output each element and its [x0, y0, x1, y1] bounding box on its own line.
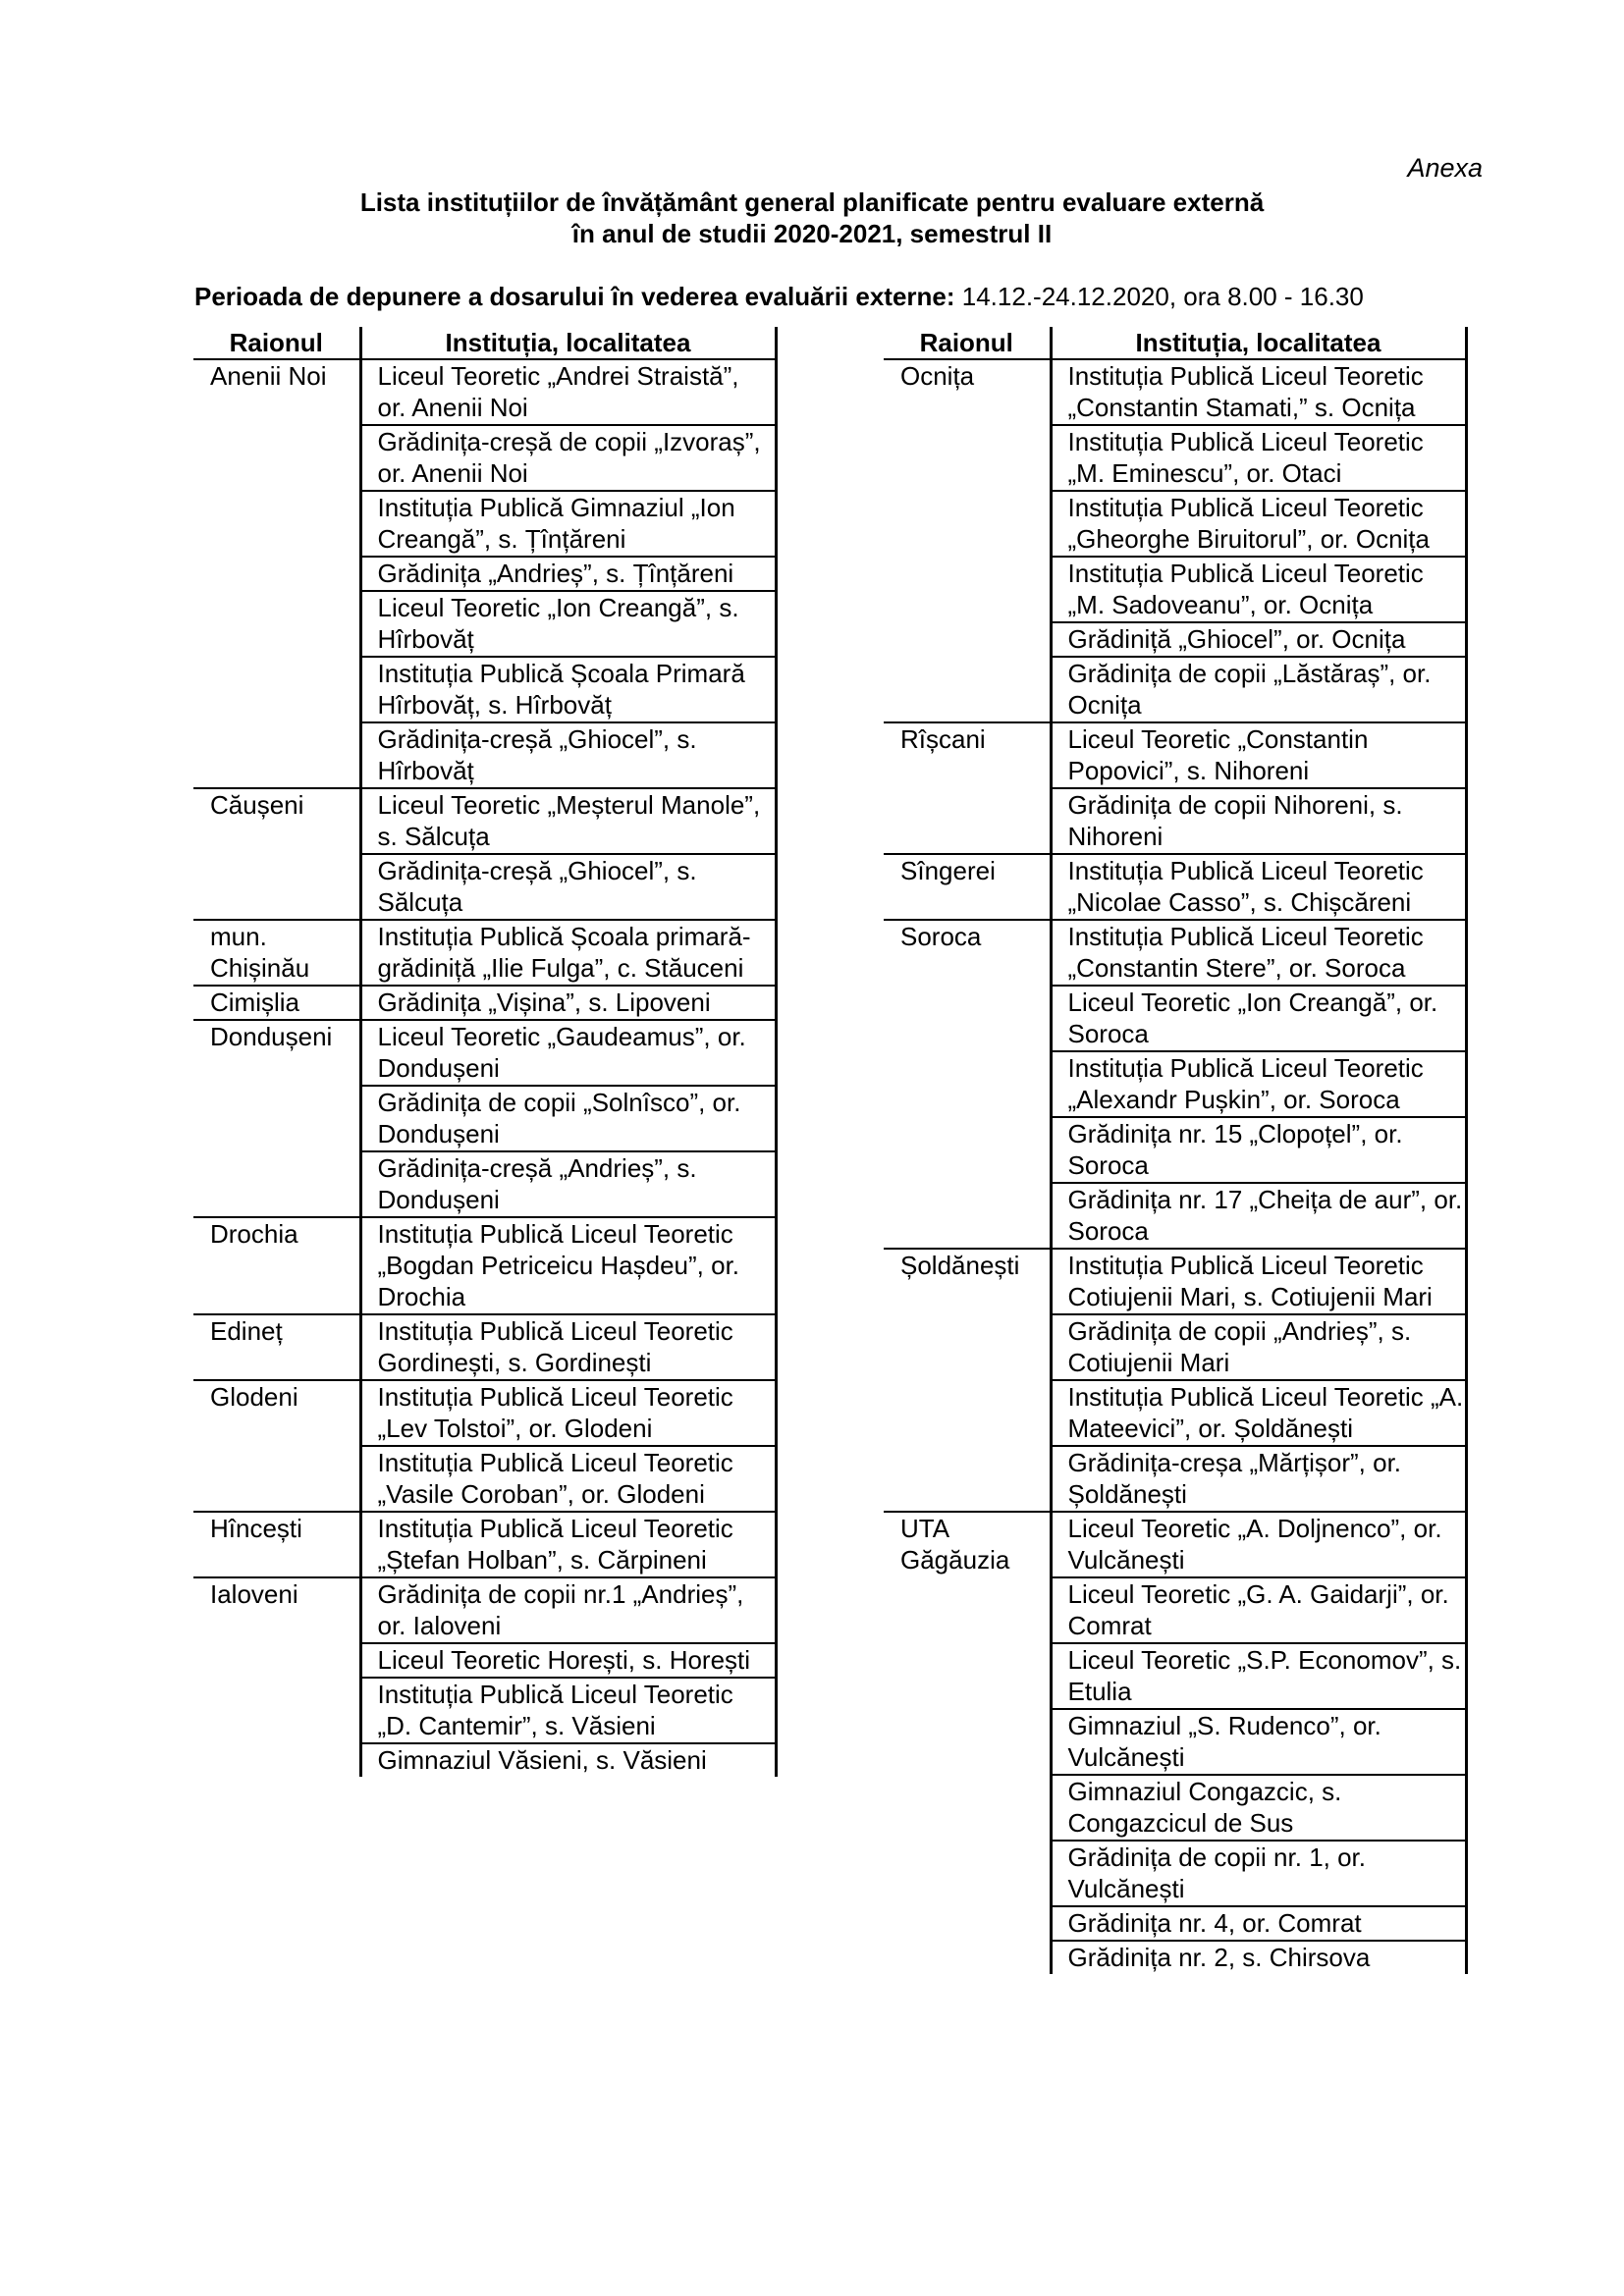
institution-cell: Grădinița-creșă „Andrieș”, s. Dondușeni [360, 1151, 776, 1217]
raion-cell: Hîncești [193, 1512, 360, 1577]
institution-cell: Instituția Publică Liceul Teoretic „Gheorghe Biruitorul”, or. Ocnița [1051, 491, 1466, 557]
table-row [884, 920, 1466, 986]
institution-cell: Instituția Publică Liceul Teoretic „Vasile Coroban”, or. Glodeni [360, 1446, 776, 1512]
institution-cell: Grădinița de copii nr.1 „Andrieș”, or. Ialoveni [360, 1577, 776, 1643]
institution-cell: Liceul Teoretic Horești, s. Horești [360, 1643, 776, 1678]
institution-cell: Instituția Publică Liceul Teoretic „D. Cantemir”, s. Văsieni [360, 1678, 776, 1743]
institution-cell: Instituția Publică Liceul Teoretic Gordinești, s. Gordinești [360, 1314, 776, 1380]
raion-cell: Sîngerei [884, 854, 1051, 920]
left-column [193, 327, 778, 1777]
raion-cell: Ocnița [884, 359, 1051, 722]
table-row [193, 920, 776, 986]
header-institution: Instituția, localitatea [360, 327, 776, 359]
table-row [884, 1512, 1466, 1577]
institution-cell: Grădinița nr. 17 „Cheița de aur”, or. Soroca [1051, 1183, 1466, 1249]
raion-cell: Edineț [193, 1314, 360, 1380]
table-row [193, 986, 776, 1020]
title-line-1: Lista instituțiilor de învățământ general planificate pentru evaluare externă [359, 187, 1265, 217]
header-institution: Instituția, localitatea [1051, 327, 1466, 359]
left-institutions-table [193, 327, 778, 1777]
raion-cell: Anenii Noi [193, 359, 360, 788]
table-row [193, 1577, 776, 1643]
annex-label: Anexa [1407, 153, 1483, 183]
institution-cell: Grădinița de copii nr. 1, or. Vulcănești [1051, 1841, 1466, 1906]
institution-cell: Instituția Publică Liceul Teoretic „Alexandr Pușkin”, or. Soroca [1051, 1051, 1466, 1117]
institution-cell: Instituția Publică Liceul Teoretic „Ștefan Holban”, s. Cărpineni [360, 1512, 776, 1577]
raion-cell: Drochia [193, 1217, 360, 1314]
raion-cell: UTA Găgăuzia [884, 1512, 1051, 1974]
header-raion: Raionul [193, 327, 360, 359]
institution-cell: Grădinița nr. 4, or. Comrat [1051, 1906, 1466, 1941]
institution-cell: Instituția Publică Școala primară-grădiniță „Ilie Fulga”, c. Stăuceni [360, 920, 776, 986]
table-row [884, 1249, 1466, 1314]
raion-cell: Rîșcani [884, 722, 1051, 854]
institution-cell: Grădinița-creșa „Mărțișor”, or. Șoldănești [1051, 1446, 1466, 1512]
institution-cell: Liceul Teoretic „Ion Creangă”, s. Hîrbovăț [360, 591, 776, 657]
institution-cell: Liceul Teoretic „G. A. Gaidarji”, or. Comrat [1051, 1577, 1466, 1643]
institution-cell: Grădinița nr. 15 „Clopoțel”, or. Soroca [1051, 1117, 1466, 1183]
institution-cell: Liceul Teoretic „Constantin Popovici”, s. Nihoreni [1051, 722, 1466, 788]
institution-cell: Grădiniță „Ghiocel”, or. Ocnița [1051, 622, 1466, 657]
raion-cell: Dondușeni [193, 1020, 360, 1217]
institution-cell: Instituția Publică Liceul Teoretic „Constantin Stamati,” s. Ocnița [1051, 359, 1466, 425]
institution-cell: Instituția Publică Liceul Teoretic Cotiujenii Mari, s. Cotiujenii Mari [1051, 1249, 1466, 1314]
left-table-body [193, 359, 776, 1777]
table-row [193, 359, 776, 425]
institution-cell: Liceul Teoretic „A. Doljnenco”, or. Vulcănești [1051, 1512, 1466, 1577]
institution-cell: Grădinița „Andrieș”, s. Țînțăreni [360, 557, 776, 591]
institution-cell: Grădinița nr. 2, s. Chirsova [1051, 1941, 1466, 1974]
institution-cell: Grădinița de copii „Andrieș”, s. Cotiujenii Mari [1051, 1314, 1466, 1380]
institution-cell: Instituția Publică Liceul Teoretic „Lev Tolstoi”, or. Glodeni [360, 1380, 776, 1446]
institution-cell: Instituția Publică Școala Primară Hîrbovăț, s. Hîrbovăț [360, 657, 776, 722]
document-title [0, 187, 1624, 249]
institution-cell: Liceul Teoretic „S.P. Economov”, s. Etulia [1051, 1643, 1466, 1709]
raion-cell: Soroca [884, 920, 1051, 1249]
institution-cell: Instituția Publică Liceul Teoretic „M. Sadoveanu”, or. Ocnița [1051, 557, 1466, 622]
header-raion: Raionul [884, 327, 1051, 359]
institution-cell: Liceul Teoretic „Gaudeamus”, or. Dondușeni [360, 1020, 776, 1086]
right-column [884, 327, 1468, 1974]
institution-cell: Grădinița de copii Nihoreni, s. Nihoreni [1051, 788, 1466, 854]
raion-cell: Cimișlia [193, 986, 360, 1020]
table-row [884, 854, 1466, 920]
institution-cell: Liceul Teoretic „Andrei Straistă”, or. Anenii Noi [360, 359, 776, 425]
institution-cell: Instituția Publică Liceul Teoretic „Nicolae Casso”, s. Chișcăreni [1051, 854, 1466, 920]
raion-cell: Căușeni [193, 788, 360, 920]
institution-cell: Gimnaziul „S. Rudenco”, or. Vulcănești [1051, 1709, 1466, 1775]
institution-cell: Instituția Publică Liceul Teoretic „Bogdan Petriceicu Hașdeu”, or. Drochia [360, 1217, 776, 1314]
institution-cell: Instituția Publică Liceul Teoretic „M. Eminescu”, or. Otaci [1051, 425, 1466, 491]
table-row [193, 1314, 776, 1380]
institution-cell: Liceul Teoretic „Meșterul Manole”, s. Sălcuța [360, 788, 776, 854]
institution-cell: Grădinița-creșă „Ghiocel”, s. Sălcuța [360, 854, 776, 920]
table-row [193, 1217, 776, 1314]
table-row [884, 722, 1466, 788]
table-row [193, 1020, 776, 1086]
right-table-body [884, 359, 1466, 1974]
title-line-2: în anul de studii 2020-2021, semestrul II [571, 219, 1053, 248]
institution-cell: Grădinița de copii „Lăstăraș”, or. Ocnița [1051, 657, 1466, 722]
period-value: 14.12.-24.12.2020, ora 8.00 - 16.30 [954, 282, 1364, 311]
institution-cell: Grădinița de copii „Solnîsco”, or. Dondușeni [360, 1086, 776, 1151]
raion-cell: Șoldănești [884, 1249, 1051, 1512]
institution-cell: Grădinița „Vișina”, s. Lipoveni [360, 986, 776, 1020]
institution-cell: Gimnaziul Congazcic, s. Congazcicul de Sus [1051, 1775, 1466, 1841]
table-row [193, 788, 776, 854]
table-row [193, 1380, 776, 1446]
raion-cell: mun. Chișinău [193, 920, 360, 986]
institution-cell: Grădinița-creșă „Ghiocel”, s. Hîrbovăț [360, 722, 776, 788]
submission-period [194, 282, 1364, 312]
institution-cell: Instituția Publică Liceul Teoretic „Constantin Stere”, or. Soroca [1051, 920, 1466, 986]
raion-cell: Glodeni [193, 1380, 360, 1512]
institution-cell: Gimnaziul Văsieni, s. Văsieni [360, 1743, 776, 1777]
table-row [884, 359, 1466, 425]
right-institutions-table [884, 327, 1468, 1974]
institution-cell: Grădinița-creșă de copii „Izvoraș”, or. Anenii Noi [360, 425, 776, 491]
raion-cell: Ialoveni [193, 1577, 360, 1777]
institution-cell: Instituția Publică Liceul Teoretic „A. Mateevici”, or. Șoldănești [1051, 1380, 1466, 1446]
institution-cell: Liceul Teoretic „Ion Creangă”, or. Soroca [1051, 986, 1466, 1051]
table-row [193, 1512, 776, 1577]
institution-cell: Instituția Publică Gimnaziul „Ion Creangă”, s. Țînțăreni [360, 491, 776, 557]
period-label: Perioada de depunere a dosarului în vederea evaluării externe: [194, 282, 955, 311]
